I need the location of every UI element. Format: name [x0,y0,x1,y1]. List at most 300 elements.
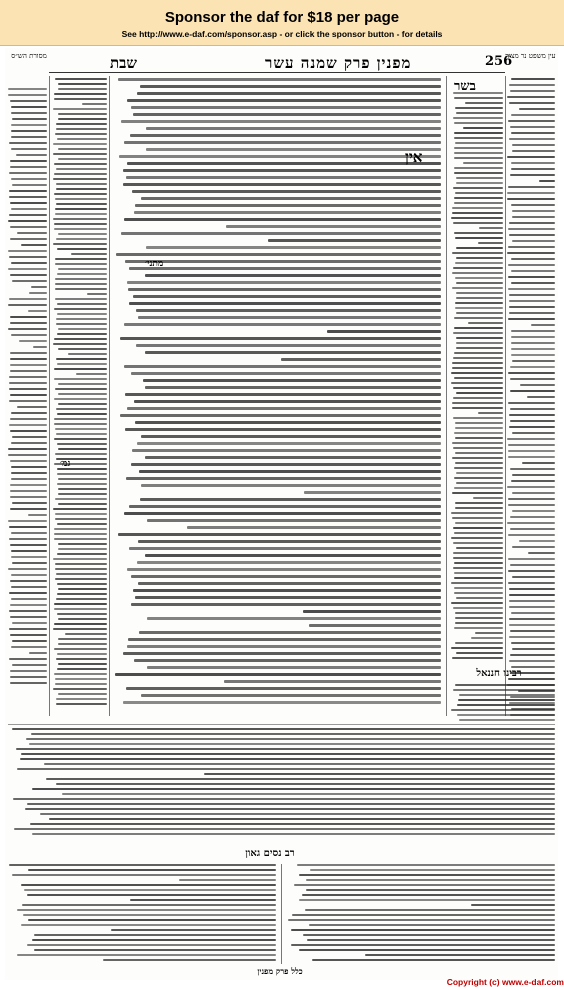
commentary-block [8,728,555,838]
text-line [123,652,441,655]
text-line [58,638,107,640]
text-line [126,687,441,690]
text-line [454,122,503,124]
text-line [455,422,503,424]
text-line [118,78,441,81]
text-line [11,262,47,264]
text-line [10,226,47,228]
text-line [9,538,47,540]
text-line [512,492,555,494]
text-line [456,547,503,549]
text-line [132,190,441,193]
text-line [456,337,503,339]
text-line [8,448,47,450]
text-line [121,232,441,235]
text-line [9,172,47,174]
text-line [455,502,503,504]
text-line [57,273,107,275]
text-line [509,84,555,86]
text-line [53,108,107,110]
text-line [512,546,555,548]
text-line [19,340,47,342]
text-line [57,413,107,415]
gemara-column [115,78,441,708]
text-line [512,474,555,476]
text-line [509,222,555,224]
text-line [510,420,555,422]
text-line [54,603,107,605]
text-line [11,586,47,588]
text-line [131,575,441,578]
text-line [512,648,555,650]
text-line [510,564,555,566]
text-line [10,160,47,162]
text-line [58,83,107,85]
text-line [511,342,555,344]
text-line [55,683,107,685]
text-line [453,397,503,399]
text-line [452,362,503,364]
text-line [268,239,441,242]
text-line [8,250,47,252]
text-line [25,808,555,810]
text-line [9,196,47,198]
text-line [136,344,441,347]
text-line [11,136,47,138]
rav-nissim-left-text [8,864,276,964]
text-line [454,317,503,319]
text-line [54,193,107,195]
text-line [14,828,555,830]
text-line [54,308,107,310]
text-line [120,414,441,417]
text-line [508,372,555,374]
text-line [124,141,441,144]
text-line [131,372,441,375]
text-line [58,118,107,120]
text-line [27,894,276,896]
text-line [508,504,555,506]
text-line [57,138,107,140]
text-line [11,598,47,600]
text-line [455,684,555,686]
text-line [511,114,555,116]
text-line [11,574,47,576]
text-line [58,328,107,330]
text-line [141,694,441,697]
text-line [10,616,47,618]
text-line [508,120,555,122]
rav-nissim-heading: רב נסים גאון [245,848,295,859]
text-line [32,833,555,835]
text-line [147,617,441,620]
text-line [56,203,107,205]
text-line [453,267,503,269]
text-line [303,610,441,613]
text-line [456,652,503,654]
text-line [57,523,107,525]
text-line [135,204,441,207]
text-line [11,466,47,468]
text-line [453,527,503,529]
text-line [11,178,47,180]
text-line [302,894,555,896]
text-line [454,152,503,154]
text-line [507,192,555,194]
text-line [456,597,503,599]
text-line [21,244,47,246]
text-line [17,909,276,911]
text-line [24,889,276,891]
text-line [10,580,47,582]
text-line [126,477,441,480]
text-line [17,954,276,956]
text-line [528,552,555,554]
text-line [58,233,107,235]
text-line [456,392,503,394]
text-line [11,208,47,210]
text-line [512,144,555,146]
text-line [11,334,47,336]
text-line [58,503,107,505]
text-line [11,412,47,414]
text-line [451,382,503,384]
text-line [454,137,503,139]
sponsor-title[interactable]: Sponsor the daf for $18 per page [164,9,400,26]
text-line [453,332,503,334]
text-line [454,532,503,534]
text-line [454,377,503,379]
sponsor-subtitle[interactable]: See http://www.e-daf.com/sponsor.asp - or click the sponsor button - for details [121,29,443,39]
mesoret-column [8,88,47,688]
text-line [452,517,503,519]
text-line [478,242,503,244]
text-line [510,378,555,380]
text-line [11,112,47,114]
text-line [511,330,555,332]
text-line [297,864,555,866]
text-line [55,518,107,520]
talmud-page [5,48,558,980]
text-line [56,408,107,410]
text-line [327,330,441,333]
text-line [455,427,503,429]
text-line [57,583,107,585]
text-line [451,537,503,539]
text-line [56,598,107,600]
text-line [453,567,503,569]
text-line [76,373,107,375]
text-line [54,163,107,165]
text-line [57,443,107,445]
mesoret-header: מסורת הש״ס [11,52,47,60]
text-line [454,627,503,629]
text-line [58,383,107,385]
text-line [455,622,503,624]
text-line [10,394,47,396]
text-line [65,633,107,635]
text-line [32,939,276,941]
text-line [103,959,276,961]
text-line [134,400,441,403]
column-divider [109,76,110,716]
text-line [511,168,555,170]
mishna-marker: מתני׳ [145,259,164,269]
text-line [57,668,107,670]
text-line [143,379,441,382]
text-line [134,659,441,662]
text-line [57,333,107,335]
text-line [281,358,441,361]
text-line [138,582,441,585]
text-line [507,522,555,524]
text-line [10,634,47,636]
text-line [451,647,503,649]
text-line [510,654,555,656]
text-line [17,406,47,408]
text-line [58,148,107,150]
text-line [303,934,555,936]
text-line [21,884,276,886]
column-divider [446,76,447,716]
text-line [11,556,48,558]
text-line [119,155,441,158]
text-line [55,213,107,215]
text-line [511,348,556,350]
text-line [16,748,555,750]
text-line [121,120,441,123]
text-line [20,758,555,760]
text-line [10,544,47,546]
text-line [8,520,47,522]
text-line [26,738,555,740]
text-line [11,550,47,552]
text-line [9,424,47,426]
text-line [508,288,555,290]
text-line [54,533,107,535]
text-line [54,438,107,440]
text-line [509,594,556,596]
text-line [55,298,107,300]
text-line [510,516,555,518]
text-line [294,884,555,886]
text-line [478,412,503,414]
text-line [10,490,47,492]
text-line [141,197,441,200]
text-line [57,653,107,655]
text-line [454,172,503,174]
text-line [455,617,503,619]
text-line [57,303,107,305]
text-line [138,540,441,543]
text-line [58,393,107,395]
text-line [58,543,107,545]
text-line [28,310,47,312]
text-line [54,648,107,650]
text-line [454,467,503,469]
ein-mishpat-header: עין משפט נר מצוה [505,52,556,60]
text-line [459,719,555,721]
text-line [454,562,503,564]
text-line [465,102,503,104]
text-line [10,460,47,462]
text-line [124,218,441,221]
text-line [137,561,441,564]
text-line [131,463,442,466]
text-line [454,147,503,149]
text-line [21,753,555,755]
text-line [129,505,441,508]
text-line [30,823,555,825]
text-line [54,528,107,530]
text-line [10,166,47,168]
text-line [145,456,441,459]
text-line [454,477,503,479]
text-line [54,623,107,625]
text-line [21,924,276,926]
text-line [455,302,503,304]
text-line [10,238,47,240]
text-line [125,260,441,263]
text-line [292,914,555,916]
text-line [10,682,47,684]
text-line [8,88,47,90]
text-line [8,304,47,306]
text-line [8,328,47,330]
text-line [140,85,441,88]
header-rule [49,72,505,73]
rabbeinu-chananel-heading: רבינו חננאל [476,668,522,679]
text-line [10,370,47,372]
text-line [57,613,107,615]
text-line [131,106,441,109]
text-line [56,703,107,705]
text-line [519,540,555,542]
copyright-notice[interactable]: Copyright (c) www.e-daf.com [446,977,564,987]
text-line [456,292,503,294]
text-line [10,358,47,360]
text-line [55,498,107,500]
text-line [452,272,503,274]
text-line [127,407,442,410]
text-line [512,432,555,434]
text-line [53,178,107,180]
text-line [54,673,107,675]
sponsor-banner[interactable] [0,0,564,46]
text-line [456,347,503,349]
text-line [58,693,107,695]
text-line [455,142,503,144]
text-line [125,428,441,431]
text-line [509,300,555,302]
text-line [120,337,441,340]
text-line [123,183,441,186]
text-line [11,130,47,132]
text-line [133,295,441,298]
text-line [508,456,555,458]
text-line [28,919,276,921]
text-line [519,108,555,110]
text-line [12,728,555,730]
text-line [145,351,441,354]
text-line [31,733,555,735]
text-line [58,88,107,90]
text-line [454,352,503,354]
text-line [9,864,276,866]
text-line [511,78,555,80]
text-line [128,638,441,641]
text-line [8,94,47,96]
text-line [510,408,555,410]
text-line [10,202,47,204]
text-line [55,288,107,290]
text-line [454,577,503,579]
text-line [511,270,555,272]
text-line [454,132,503,134]
text-line [9,388,47,390]
text-line [27,944,276,946]
text-line [12,184,47,186]
text-line [455,507,503,509]
text-line [509,588,555,590]
text-line [55,78,107,80]
chapter-footer: כלל פרק מפנין [257,966,303,976]
text-line [454,432,503,434]
text-line [136,309,441,312]
text-line [10,364,47,366]
text-line [58,158,107,160]
text-line [507,486,555,488]
text-line [511,282,555,284]
text-line [10,670,47,672]
text-line [511,612,555,614]
text-line [511,132,555,134]
text-line [12,436,48,438]
ein-mishpat-column [507,78,555,718]
text-line [23,914,276,916]
text-line [455,452,503,454]
text-line [62,793,555,795]
text-line [510,366,555,368]
text-line [54,173,107,175]
text-line [127,645,441,648]
text-line [55,563,107,565]
text-line [455,612,503,614]
text-line [128,288,441,291]
text-line [54,378,107,380]
text-line [124,365,441,368]
text-line [509,294,555,296]
text-line [147,666,441,669]
text-line [49,818,555,820]
text-line [13,798,555,800]
text-line [10,484,47,486]
text-line [451,709,555,711]
text-line [55,258,107,260]
text-line [57,313,107,315]
text-line [454,487,503,489]
text-line [58,478,107,480]
text-line [127,99,441,102]
opening-word: בשר [454,79,476,94]
text-line [10,100,47,102]
text-line [453,447,503,449]
text-line [454,97,503,99]
text-line [123,169,441,172]
text-line [507,438,555,440]
text-line [55,263,107,265]
text-line [10,274,47,276]
